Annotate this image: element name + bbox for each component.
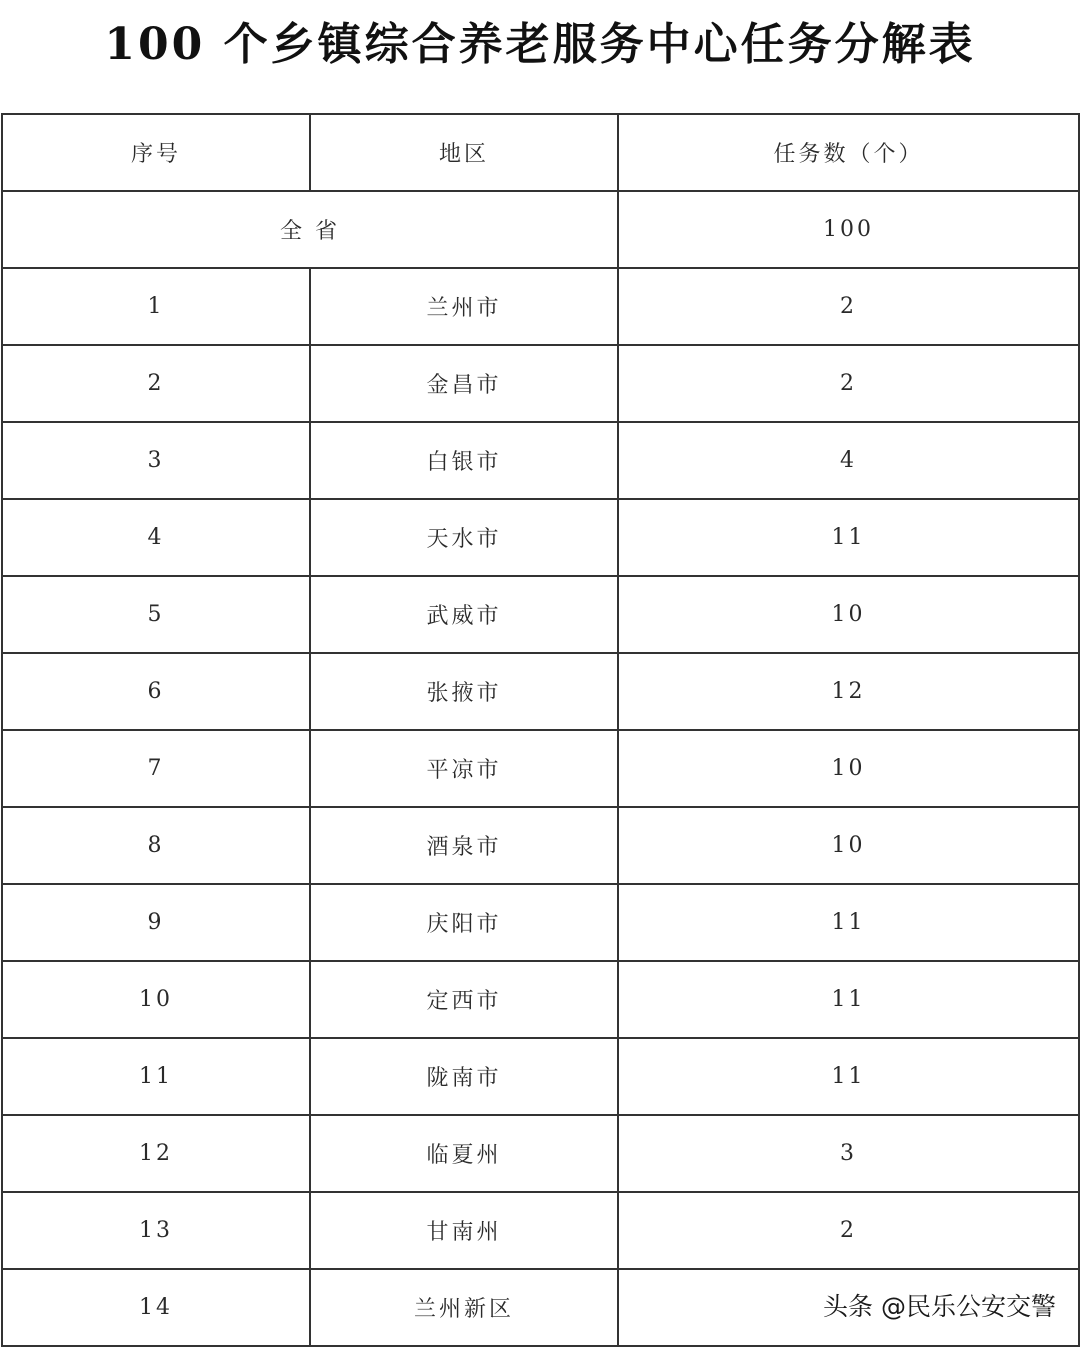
cell-count: 11 [618, 1038, 1079, 1115]
cell-count: 10 [618, 807, 1079, 884]
total-count: 100 [618, 191, 1079, 268]
cell-count: 2 [618, 1192, 1079, 1269]
header-row [2, 114, 1079, 191]
table-row [2, 961, 1079, 1038]
cell-index: 4 [2, 499, 310, 576]
cell-index: 5 [2, 576, 310, 653]
header-region: 地区 [310, 114, 618, 191]
cell-region: 天水市 [310, 499, 618, 576]
cell-region: 武威市 [310, 576, 618, 653]
cell-region: 白银市 [310, 422, 618, 499]
cell-region: 金昌市 [310, 345, 618, 422]
table-row [2, 576, 1079, 653]
cell-count: 12 [618, 653, 1079, 730]
cell-index: 14 [2, 1269, 310, 1346]
table-row [2, 499, 1079, 576]
cell-region: 甘南州 [310, 1192, 618, 1269]
table-row [2, 1038, 1079, 1115]
table-row [2, 268, 1079, 345]
cell-count: 2 [618, 268, 1079, 345]
cell-region: 兰州新区 [310, 1269, 618, 1346]
cell-region: 庆阳市 [310, 884, 618, 961]
cell-index: 6 [2, 653, 310, 730]
cell-index: 1 [2, 268, 310, 345]
cell-count: 11 [618, 499, 1079, 576]
cell-region: 陇南市 [310, 1038, 618, 1115]
watermark: 头条 @民乐公安交警 [823, 1292, 1056, 1321]
table-row [2, 1192, 1079, 1269]
header-count: 任务数（个） [618, 114, 1079, 191]
cell-index: 3 [2, 422, 310, 499]
cell-index: 11 [2, 1038, 310, 1115]
cell-index: 7 [2, 730, 310, 807]
cell-region: 酒泉市 [310, 807, 618, 884]
cell-count: 11 [618, 961, 1079, 1038]
cell-index: 12 [2, 1115, 310, 1192]
cell-region: 定西市 [310, 961, 618, 1038]
cell-index: 9 [2, 884, 310, 961]
table-row [2, 422, 1079, 499]
cell-region: 临夏州 [310, 1115, 618, 1192]
table-row [2, 807, 1079, 884]
table-row [2, 653, 1079, 730]
total-label: 全 省 [2, 191, 618, 268]
table-row [2, 345, 1079, 422]
cell-count: 11 [618, 884, 1079, 961]
cell-count: 10 [618, 576, 1079, 653]
cell-index: 10 [2, 961, 310, 1038]
cell-index: 2 [2, 345, 310, 422]
cell-region: 兰州市 [310, 268, 618, 345]
cell-count: 4 [618, 422, 1079, 499]
total-row [2, 191, 1079, 268]
table-row [2, 884, 1079, 961]
table-body [2, 114, 1079, 1346]
cell-count: 2 [618, 345, 1079, 422]
table-row [2, 1115, 1079, 1192]
page-title: 100 个乡镇综合养老服务中心任务分解表 [104, 19, 976, 70]
cell-region: 张掖市 [310, 653, 618, 730]
cell-count: 3 [618, 1115, 1079, 1192]
cell-index: 13 [2, 1192, 310, 1269]
header-index: 序号 [2, 114, 310, 191]
cell-index: 8 [2, 807, 310, 884]
cell-count: 10 [618, 730, 1079, 807]
cell-region: 平凉市 [310, 730, 618, 807]
task-table [1, 113, 1080, 1347]
table-row [2, 730, 1079, 807]
